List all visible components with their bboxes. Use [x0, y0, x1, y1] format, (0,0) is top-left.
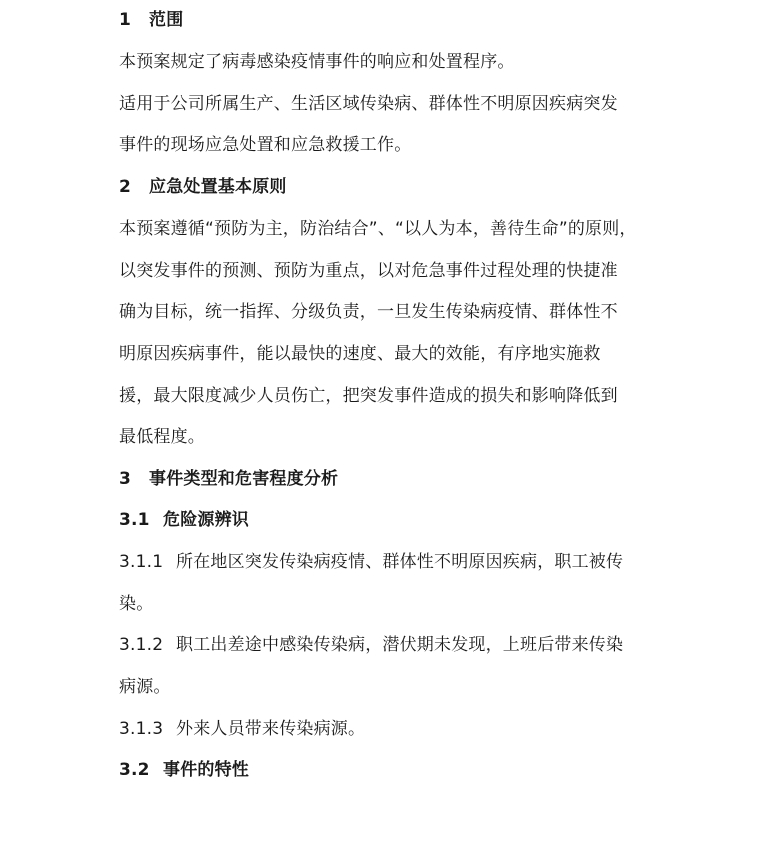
item-number: 3.1.2 — [119, 635, 164, 655]
item-text: 外来人员带来传染病源。 — [176, 719, 366, 739]
section-heading-2 — [119, 175, 287, 199]
item-number: 3.1.1 — [119, 552, 164, 572]
paragraph-line: 明原因疾病事件，能以最快的速度、最大的效能，有序地实施救 — [119, 344, 601, 364]
section-heading-3 — [119, 467, 338, 491]
section-title: 事件类型和危害程度分析 — [149, 469, 339, 489]
section-number: 3.2 — [119, 760, 150, 780]
section-title: 应急处置基本原则 — [149, 177, 287, 197]
item-text: 所在地区突发传染病疫情、群体性不明原因疾病，职工被传 — [176, 552, 624, 572]
paragraph-line: 适用于公司所属生产、生活区域传染病、群体性不明原因疾病突发 — [119, 94, 618, 114]
list-item-3-1-3 — [119, 717, 365, 741]
item-text: 职工出差途中感染传染病，潜伏期未发现，上班后带来传染 — [176, 635, 624, 655]
item-number: 3.1.3 — [119, 719, 164, 739]
paragraph-line: 本预案规定了病毒感染疫情事件的响应和处置程序。 — [119, 52, 515, 72]
list-item-3-1-1 — [119, 550, 623, 574]
section-number: 2 — [119, 177, 132, 197]
list-item-3-1-2 — [119, 633, 623, 657]
subsection-heading-3-1 — [119, 508, 249, 532]
section-number: 1 — [119, 10, 132, 30]
paragraph-line: 援，最大限度减少人员伤亡，把突发事件造成的损失和影响降低到 — [119, 386, 618, 406]
section-number: 3.1 — [119, 510, 150, 530]
paragraph-line: 最低程度。 — [119, 427, 205, 447]
paragraph-line: 染。 — [119, 594, 154, 614]
subsection-heading-3-2 — [119, 758, 249, 782]
section-title: 范围 — [149, 10, 184, 30]
paragraph-line: 以突发事件的预测、预防为重点，以对危急事件过程处理的快捷准 — [119, 261, 618, 281]
paragraph-line: 病源。 — [119, 677, 171, 697]
paragraph-line: 本预案遵循“预防为主，防治结合”、“以人为本，善待生命”的原则， — [119, 219, 637, 239]
paragraph-line: 事件的现场应急处置和应急救援工作。 — [119, 135, 412, 155]
paragraph-line: 确为目标，统一指挥、分级负责，一旦发生传染病疫情、群体性不 — [119, 302, 618, 322]
section-title: 危险源辨识 — [163, 510, 249, 530]
section-title: 事件的特性 — [163, 760, 249, 780]
section-heading-1 — [119, 8, 183, 32]
section-number: 3 — [119, 469, 132, 489]
